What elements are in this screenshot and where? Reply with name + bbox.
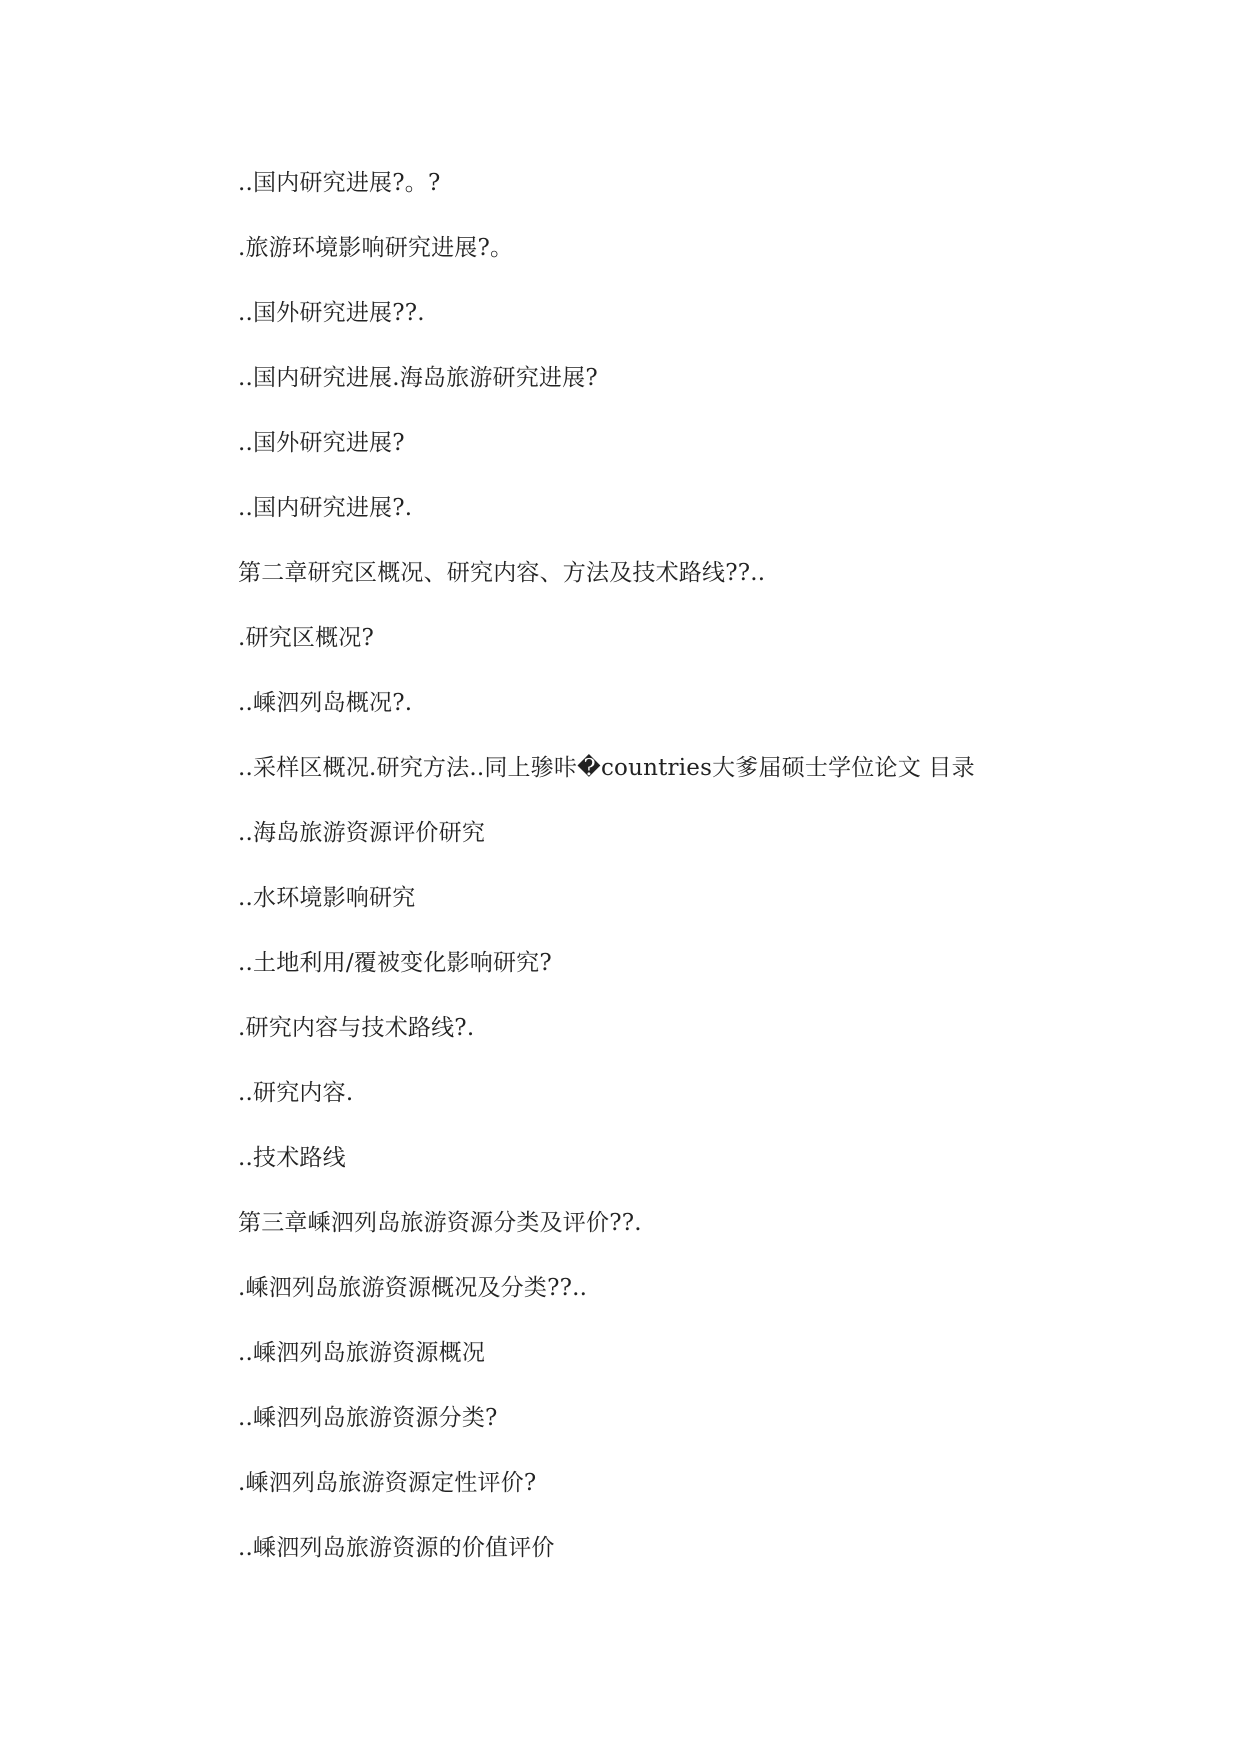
toc-line: ..国外研究进展? [238, 430, 405, 456]
toc-line: .旅游环境影响研究进展?。 [238, 235, 514, 261]
toc-line: .嵊泗列岛旅游资源定性评价? [238, 1470, 537, 1496]
toc-line: ..国内研究进展?。? [238, 170, 441, 196]
toc-line: ..技术路线 [238, 1145, 346, 1171]
toc-line: ..嵊泗列岛旅游资源概况 [238, 1340, 486, 1366]
toc-line: .嵊泗列岛旅游资源概况及分类??.. [238, 1275, 588, 1301]
toc-line: ..土地利用/覆被变化影响研究? [238, 950, 552, 976]
toc-line: .研究内容与技术路线?. [238, 1015, 475, 1041]
toc-line: .研究区概况? [238, 625, 375, 651]
toc-line: ..水环境影响研究 [238, 885, 416, 911]
table-of-contents [238, 163, 1138, 1593]
toc-line: ..研究内容. [238, 1080, 354, 1106]
toc-line: ..嵊泗列岛旅游资源的价值评价 [238, 1535, 555, 1561]
toc-chapter-heading: 第二章研究区概况、研究内容、方法及技术路线??.. [238, 560, 766, 586]
toc-chapter-heading: 第三章嵊泗列岛旅游资源分类及评价??. [238, 1210, 642, 1236]
toc-line: ..采样区概况.研究方法..同上骖咔�countries大爹届硕士学位论文 目录 [238, 755, 975, 781]
toc-line: ..国外研究进展??. [238, 300, 425, 326]
toc-line: ..国内研究进展.海岛旅游研究进展? [238, 365, 598, 391]
toc-line: ..国内研究进展?. [238, 495, 413, 521]
toc-line: ..嵊泗列岛概况?. [238, 690, 413, 716]
toc-line: ..海岛旅游资源评价研究 [238, 820, 486, 846]
toc-line: ..嵊泗列岛旅游资源分类? [238, 1405, 498, 1431]
